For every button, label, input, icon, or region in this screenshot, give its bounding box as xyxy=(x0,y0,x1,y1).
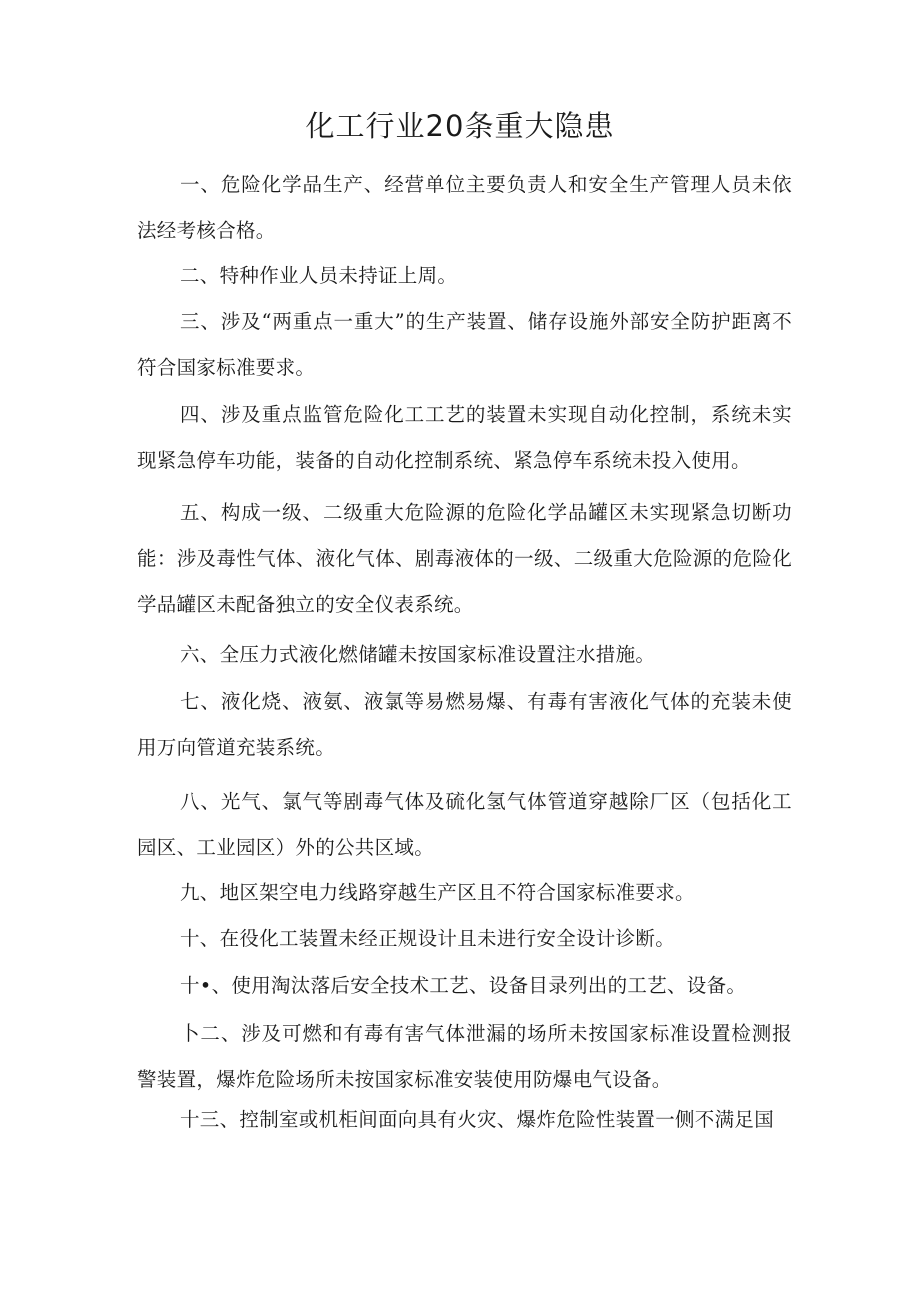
document-title: 化工行业20条重大隐患 xyxy=(305,109,615,143)
paragraph-5: 五、构成一级、二级重大危险源的危险化学品罐区未实现紧急切断功能：涉及毒性气体、液化气体、剧毒液体的一级、二级重大危险源的危险化学品罐区未配备独立的安全仪表系统。 xyxy=(137,501,792,616)
paragraph-3: 三、涉及“两重点一重大”的生产装置、储存设施外部安全防护距离不符合国家标准要求。 xyxy=(137,310,792,379)
paragraph-1: 一、危险化学品生产、经营单位主要负责人和安全生产管理人员未依法经考核合格。 xyxy=(137,173,792,242)
paragraph-13: 十三、控制室或机柜间面向具有火灾、爆炸危险性装置一侧不满足国 xyxy=(180,1108,775,1131)
paragraph-6: 六、全压力式液化燃储罐未按国家标准设置注水措施。 xyxy=(180,643,656,666)
paragraph-8: 八、光气、氯气等剧毒气体及硫化氢气体管道穿越除厂区（包括化工园区、工业园区）外的公共区域。 xyxy=(137,790,792,859)
paragraph-2: 二、特种作业人员未持证上周。 xyxy=(180,264,458,287)
paragraph-10: 十、在役化工装置未经正规设计且未进行安全设计诊断。 xyxy=(180,927,676,950)
paragraph-7: 七、液化烧、液氨、液氯等易燃易爆、有毒有害液化气体的充装未使用万向管道充装系统。 xyxy=(137,690,792,759)
paragraph-9: 九、地区架空电力线路穿越生产区且不符合国家标准要求。 xyxy=(180,881,695,904)
paragraph-4: 四、涉及重点监管危险化工工艺的装置未实现自动化控制，系统未实现紧急停车功能，装备的自动化控制系统、紧急停车系统未投入使用。 xyxy=(137,403,792,472)
paragraph-11: 十•、使用淘汰落后安全技术工艺、设备目录列出的工艺、设备。 xyxy=(180,974,747,997)
paragraph-12: 卜二、涉及可燃和有毒有害气体泄漏的场所未按国家标准设置检测报警装置，爆炸危险场所未按国家标准安装使用防爆电气设备。 xyxy=(137,1022,792,1091)
